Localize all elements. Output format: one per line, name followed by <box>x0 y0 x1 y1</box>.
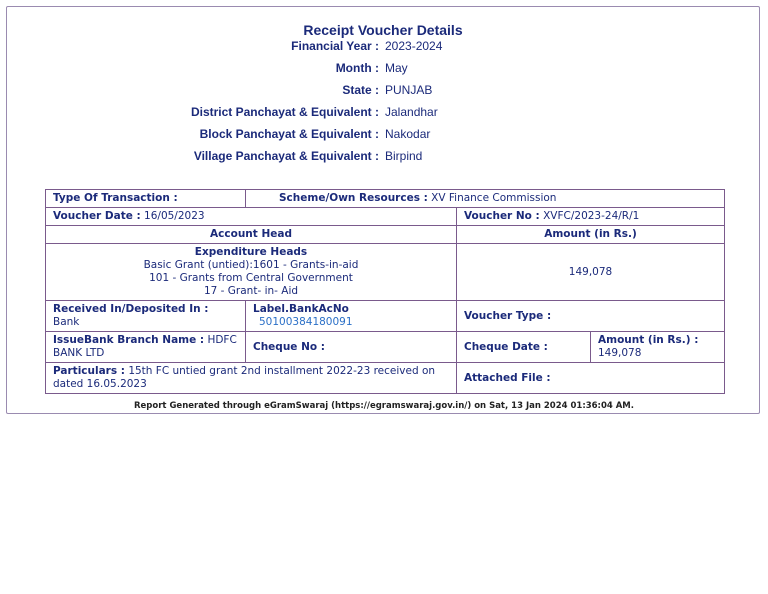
info-row-block <box>7 127 761 145</box>
received-cell <box>46 301 246 332</box>
table-row <box>46 332 725 363</box>
info-value: May <box>385 61 408 75</box>
amount2-label: Amount (in Rs.) : <box>598 334 699 346</box>
cheque-date-cell <box>457 332 591 363</box>
cheque-no-cell <box>246 332 457 363</box>
attached-file-label: Attached File : <box>464 371 551 384</box>
voucher-no-value: XVFC/2023-24/R/1 <box>543 210 640 222</box>
info-value: Birpind <box>385 149 423 163</box>
table-row <box>46 244 725 301</box>
info-label: State : <box>342 83 379 97</box>
info-label: District Panchayat & Equivalent : <box>190 105 379 119</box>
info-row-state <box>7 83 761 101</box>
info-value: Jalandhar <box>385 105 438 119</box>
voucher-no-cell <box>457 208 725 226</box>
info-row-month <box>7 61 761 79</box>
type-of-transaction-cell <box>46 190 246 208</box>
voucher-type-label: Voucher Type : <box>464 309 552 322</box>
voucher-date-label: Voucher Date : <box>53 210 141 222</box>
info-label: Financial Year : <box>291 39 379 53</box>
report-footer: Report Generated through eGramSwaraj (https://egramswaraj.gov.in/) on Sat, 13 Jan 2024 01:36:04 AM. <box>134 401 634 411</box>
scheme-value: XV Finance Commission <box>431 192 557 204</box>
voucher-date-value: 16/05/2023 <box>144 210 205 222</box>
cheque-no-label: Cheque No : <box>253 340 325 353</box>
amount-header: Amount (in Rs.) <box>457 226 725 244</box>
scheme-label: Scheme/Own Resources : <box>279 192 428 204</box>
bank-acno-cell <box>246 301 457 332</box>
expenditure-heads-cell <box>46 244 457 301</box>
particulars-value: 15th FC untied grant 2nd installment 2022-23 received on dated 16.05.2023 <box>53 365 436 390</box>
info-value: Nakodar <box>385 127 431 141</box>
info-value: PUNJAB <box>385 83 433 97</box>
expenditure-line: 17 - Grant- in- Aid <box>203 285 299 297</box>
received-value: Bank <box>53 316 80 328</box>
table-row <box>46 363 725 394</box>
table-header-row <box>46 226 725 244</box>
expenditure-line: 101 - Grants from Central Government <box>149 272 353 284</box>
issue-bank-cell <box>46 332 246 363</box>
amount2-cell <box>591 332 725 363</box>
particulars-label: Particulars : <box>53 365 125 377</box>
particulars-cell <box>46 363 457 394</box>
type-of-transaction-label: Type Of Transaction : <box>53 192 178 204</box>
info-row-village <box>7 149 761 167</box>
page-title: Receipt Voucher Details <box>303 22 463 38</box>
scheme-cell <box>246 190 725 208</box>
voucher-panel <box>6 6 760 414</box>
received-label: Received In/Deposited In : <box>53 303 209 315</box>
bank-acno-value: 50100384180091 <box>259 316 353 328</box>
voucher-type-cell <box>457 301 725 332</box>
info-label: Month : <box>335 61 379 75</box>
account-head-header: Account Head <box>46 226 457 244</box>
issue-bank-value: HDFC BANK LTD <box>53 334 237 359</box>
info-value: 2023-2024 <box>385 39 443 53</box>
info-row-district <box>7 105 761 123</box>
info-label: Village Panchayat & Equivalent : <box>193 149 379 163</box>
expenditure-line: Basic Grant (untied):1601 - Grants-in-aid <box>143 259 359 271</box>
attached-file-cell <box>457 363 725 394</box>
bank-acno-label: Label.BankAcNo <box>253 303 349 315</box>
info-row-financial-year <box>7 39 761 57</box>
voucher-date-cell <box>46 208 457 226</box>
amount2-value: 149,078 <box>598 347 642 359</box>
table-row <box>46 301 725 332</box>
table-row <box>46 208 725 226</box>
voucher-no-label: Voucher No : <box>464 210 540 222</box>
issue-bank-label: IssueBank Branch Name : <box>53 334 205 346</box>
info-label: Block Panchayat & Equivalent : <box>199 127 379 141</box>
voucher-table <box>45 189 725 394</box>
amount-value: 149,078 <box>457 244 725 301</box>
cheque-date-label: Cheque Date : <box>464 340 548 353</box>
table-row <box>46 190 725 208</box>
expenditure-heads-label: Expenditure Heads <box>194 246 308 258</box>
